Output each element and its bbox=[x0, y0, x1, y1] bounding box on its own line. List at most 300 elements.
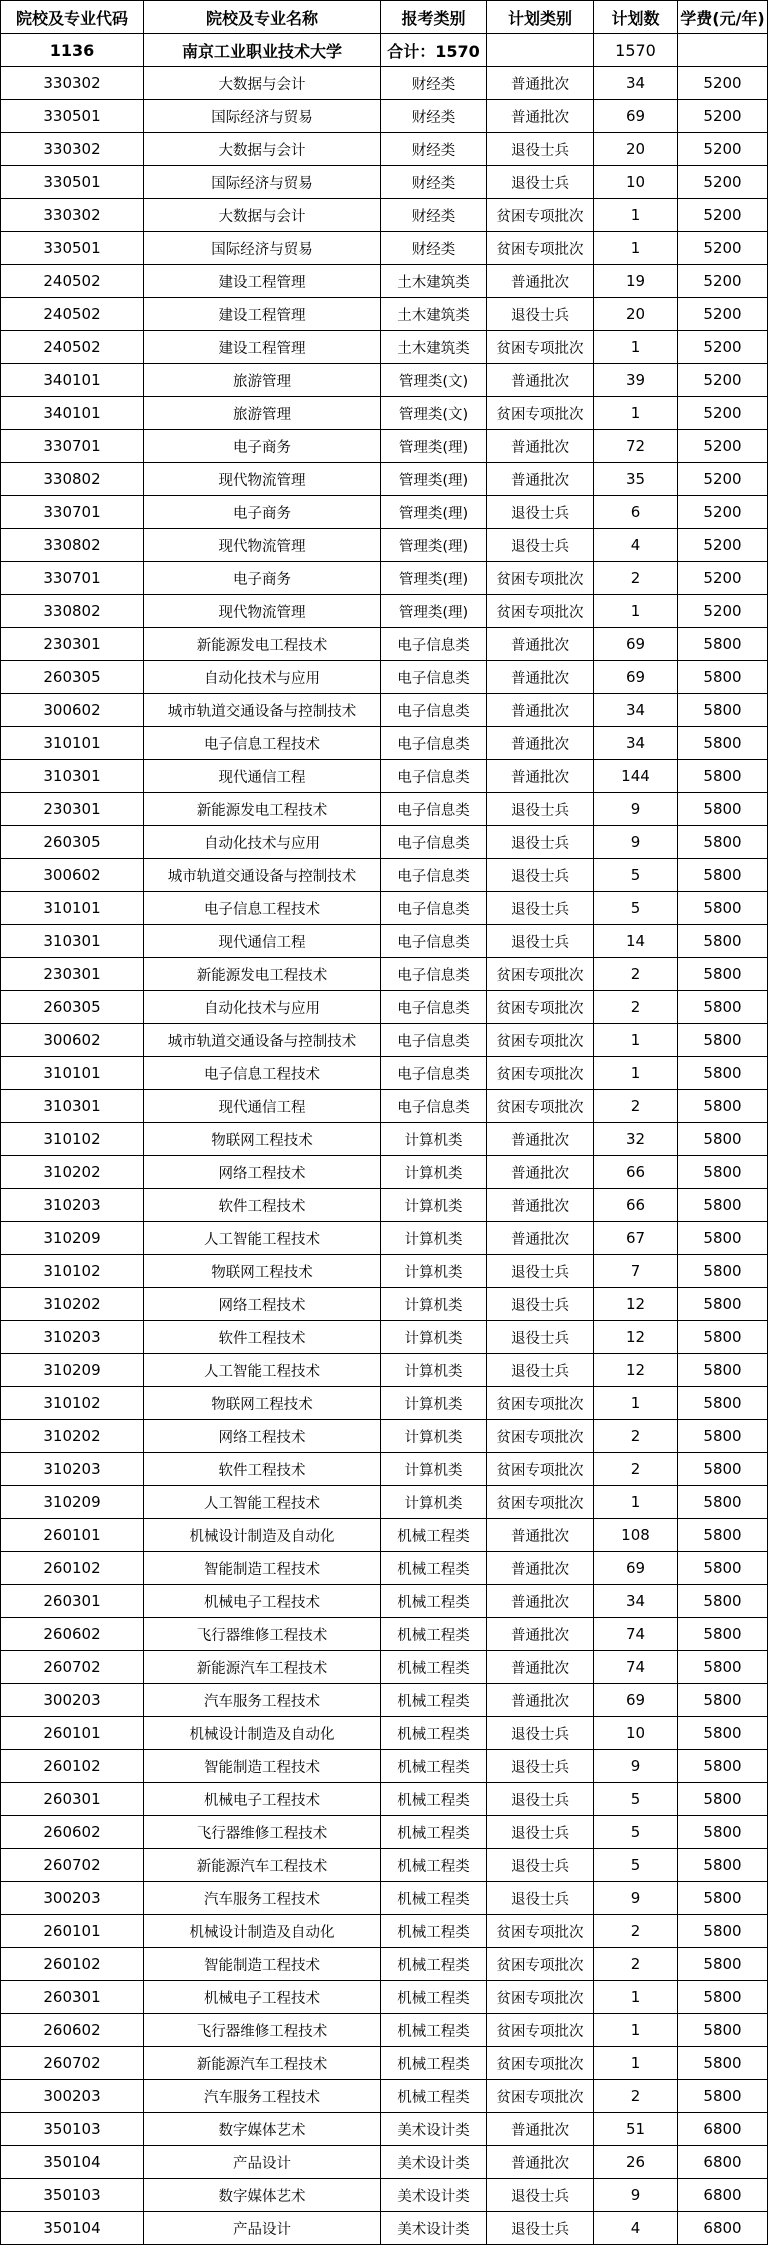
major-code: 300203 bbox=[1, 2080, 144, 2113]
table-row bbox=[1, 727, 768, 760]
exam-type: 计算机类 bbox=[381, 1222, 487, 1255]
table-row bbox=[1, 595, 768, 628]
major-code: 330302 bbox=[1, 133, 144, 166]
major-name: 大数据与会计 bbox=[144, 133, 381, 166]
table-row bbox=[1, 1420, 768, 1453]
major-code: 330302 bbox=[1, 67, 144, 100]
major-name: 国际经济与贸易 bbox=[144, 166, 381, 199]
tuition-fee: 5800 bbox=[678, 991, 768, 1024]
tuition-fee: 5200 bbox=[678, 331, 768, 364]
exam-type: 机械工程类 bbox=[381, 1519, 487, 1552]
table-row bbox=[1, 100, 768, 133]
exam-type: 计算机类 bbox=[381, 1453, 487, 1486]
major-code: 260301 bbox=[1, 1783, 144, 1816]
plan-count: 14 bbox=[594, 925, 678, 958]
major-code: 260101 bbox=[1, 1519, 144, 1552]
exam-type: 电子信息类 bbox=[381, 892, 487, 925]
exam-type: 机械工程类 bbox=[381, 1585, 487, 1618]
plan-count: 144 bbox=[594, 760, 678, 793]
tuition-fee: 5800 bbox=[678, 1090, 768, 1123]
table-row bbox=[1, 1651, 768, 1684]
tuition-fee: 5800 bbox=[678, 1288, 768, 1321]
major-code: 310101 bbox=[1, 892, 144, 925]
exam-type: 电子信息类 bbox=[381, 1057, 487, 1090]
exam-type: 美术设计类 bbox=[381, 2212, 487, 2245]
plan-type: 普通批次 bbox=[487, 1222, 594, 1255]
major-name: 建设工程管理 bbox=[144, 298, 381, 331]
plan-type: 贫困专项批次 bbox=[487, 1024, 594, 1057]
table-row bbox=[1, 2113, 768, 2146]
major-code: 310301 bbox=[1, 760, 144, 793]
table-row bbox=[1, 1750, 768, 1783]
table-row bbox=[1, 529, 768, 562]
plan-count: 1 bbox=[594, 1981, 678, 2014]
table-row bbox=[1, 826, 768, 859]
table-row bbox=[1, 397, 768, 430]
table-row bbox=[1, 67, 768, 100]
tuition-fee: 6800 bbox=[678, 2113, 768, 2146]
plan-count: 2 bbox=[594, 1090, 678, 1123]
major-code: 310203 bbox=[1, 1453, 144, 1486]
major-code: 310101 bbox=[1, 1057, 144, 1090]
plan-count: 5 bbox=[594, 1849, 678, 1882]
major-code: 310202 bbox=[1, 1420, 144, 1453]
table-row bbox=[1, 1387, 768, 1420]
plan-count: 12 bbox=[594, 1354, 678, 1387]
plan-type: 贫困专项批次 bbox=[487, 2047, 594, 2080]
major-name: 智能制造工程技术 bbox=[144, 1552, 381, 1585]
plan-type: 贫困专项批次 bbox=[487, 1486, 594, 1519]
major-code: 300602 bbox=[1, 694, 144, 727]
major-code: 260305 bbox=[1, 826, 144, 859]
major-code: 260702 bbox=[1, 2047, 144, 2080]
plan-count: 12 bbox=[594, 1288, 678, 1321]
tuition-fee: 6800 bbox=[678, 2179, 768, 2212]
plan-count: 4 bbox=[594, 2212, 678, 2245]
plan-type: 退役士兵 bbox=[487, 1255, 594, 1288]
major-code: 330802 bbox=[1, 463, 144, 496]
tuition-fee: 5200 bbox=[678, 595, 768, 628]
plan-type: 退役士兵 bbox=[487, 892, 594, 925]
plan-count: 2 bbox=[594, 2080, 678, 2113]
major-name: 机械电子工程技术 bbox=[144, 1783, 381, 1816]
major-name: 新能源汽车工程技术 bbox=[144, 2047, 381, 2080]
exam-type: 机械工程类 bbox=[381, 1684, 487, 1717]
plan-type: 贫困专项批次 bbox=[487, 595, 594, 628]
major-name: 物联网工程技术 bbox=[144, 1387, 381, 1420]
tuition-fee: 5200 bbox=[678, 133, 768, 166]
plan-count: 32 bbox=[594, 1123, 678, 1156]
major-name: 新能源汽车工程技术 bbox=[144, 1651, 381, 1684]
major-code: 310209 bbox=[1, 1354, 144, 1387]
tuition-fee: 5200 bbox=[678, 232, 768, 265]
tuition-fee: 5200 bbox=[678, 265, 768, 298]
summary-count: 1570 bbox=[594, 34, 678, 67]
plan-type: 普通批次 bbox=[487, 1684, 594, 1717]
table-row bbox=[1, 1585, 768, 1618]
plan-type: 退役士兵 bbox=[487, 2179, 594, 2212]
major-code: 330701 bbox=[1, 430, 144, 463]
plan-type: 普通批次 bbox=[487, 1189, 594, 1222]
major-name: 现代通信工程 bbox=[144, 925, 381, 958]
plan-count: 2 bbox=[594, 1915, 678, 1948]
plan-count: 1 bbox=[594, 1057, 678, 1090]
major-code: 260102 bbox=[1, 1948, 144, 1981]
table-row bbox=[1, 1816, 768, 1849]
header-name: 院校及专业名称 bbox=[144, 1, 381, 34]
tuition-fee: 5800 bbox=[678, 1816, 768, 1849]
plan-type: 普通批次 bbox=[487, 364, 594, 397]
table-row bbox=[1, 1453, 768, 1486]
plan-count: 6 bbox=[594, 496, 678, 529]
exam-type: 机械工程类 bbox=[381, 1618, 487, 1651]
tuition-fee: 5200 bbox=[678, 199, 768, 232]
exam-type: 管理类(理) bbox=[381, 595, 487, 628]
plan-type: 贫困专项批次 bbox=[487, 1420, 594, 1453]
table-row bbox=[1, 1123, 768, 1156]
major-name: 汽车服务工程技术 bbox=[144, 1684, 381, 1717]
plan-type: 普通批次 bbox=[487, 628, 594, 661]
major-code: 310101 bbox=[1, 727, 144, 760]
plan-count: 9 bbox=[594, 1750, 678, 1783]
table-row bbox=[1, 2146, 768, 2179]
major-code: 330501 bbox=[1, 166, 144, 199]
exam-type: 电子信息类 bbox=[381, 1024, 487, 1057]
major-name: 国际经济与贸易 bbox=[144, 100, 381, 133]
table-row bbox=[1, 1189, 768, 1222]
table-row bbox=[1, 892, 768, 925]
summary-fee bbox=[678, 34, 768, 67]
plan-count: 66 bbox=[594, 1189, 678, 1222]
major-code: 260301 bbox=[1, 1981, 144, 2014]
tuition-fee: 5800 bbox=[678, 628, 768, 661]
exam-type: 计算机类 bbox=[381, 1486, 487, 1519]
table-row bbox=[1, 1948, 768, 1981]
major-code: 330302 bbox=[1, 199, 144, 232]
table-row bbox=[1, 958, 768, 991]
major-code: 260602 bbox=[1, 2014, 144, 2047]
table-row bbox=[1, 2047, 768, 2080]
tuition-fee: 5200 bbox=[678, 166, 768, 199]
plan-type: 退役士兵 bbox=[487, 133, 594, 166]
plan-count: 66 bbox=[594, 1156, 678, 1189]
tuition-fee: 5200 bbox=[678, 430, 768, 463]
tuition-fee: 5800 bbox=[678, 1684, 768, 1717]
exam-type: 电子信息类 bbox=[381, 859, 487, 892]
tuition-fee: 5800 bbox=[678, 1123, 768, 1156]
header-code: 院校及专业代码 bbox=[1, 1, 144, 34]
major-code: 310102 bbox=[1, 1387, 144, 1420]
plan-type: 退役士兵 bbox=[487, 859, 594, 892]
table-row bbox=[1, 793, 768, 826]
exam-type: 机械工程类 bbox=[381, 1783, 487, 1816]
tuition-fee: 5800 bbox=[678, 1255, 768, 1288]
plan-count: 69 bbox=[594, 1684, 678, 1717]
plan-type: 退役士兵 bbox=[487, 1783, 594, 1816]
header-row bbox=[1, 1, 768, 34]
plan-type: 普通批次 bbox=[487, 1585, 594, 1618]
exam-type: 财经类 bbox=[381, 100, 487, 133]
exam-type: 美术设计类 bbox=[381, 2113, 487, 2146]
tuition-fee: 5200 bbox=[678, 463, 768, 496]
plan-type: 贫困专项批次 bbox=[487, 397, 594, 430]
table-row bbox=[1, 925, 768, 958]
exam-type: 电子信息类 bbox=[381, 1090, 487, 1123]
plan-count: 1 bbox=[594, 1486, 678, 1519]
table-row bbox=[1, 1486, 768, 1519]
tuition-fee: 5800 bbox=[678, 1783, 768, 1816]
tuition-fee: 5800 bbox=[678, 1717, 768, 1750]
tuition-fee: 5200 bbox=[678, 529, 768, 562]
major-code: 230301 bbox=[1, 793, 144, 826]
tuition-fee: 5800 bbox=[678, 1750, 768, 1783]
major-code: 260101 bbox=[1, 1717, 144, 1750]
plan-type: 普通批次 bbox=[487, 2146, 594, 2179]
plan-count: 20 bbox=[594, 133, 678, 166]
tuition-fee: 5800 bbox=[678, 661, 768, 694]
plan-type: 普通批次 bbox=[487, 67, 594, 100]
major-code: 260301 bbox=[1, 1585, 144, 1618]
table-row bbox=[1, 760, 768, 793]
plan-count: 1 bbox=[594, 1024, 678, 1057]
table-row bbox=[1, 991, 768, 1024]
plan-count: 20 bbox=[594, 298, 678, 331]
major-code: 330802 bbox=[1, 529, 144, 562]
plan-type: 退役士兵 bbox=[487, 1816, 594, 1849]
tuition-fee: 5800 bbox=[678, 1915, 768, 1948]
major-name: 智能制造工程技术 bbox=[144, 1750, 381, 1783]
major-name: 电子商务 bbox=[144, 430, 381, 463]
major-code: 310209 bbox=[1, 1486, 144, 1519]
tuition-fee: 5200 bbox=[678, 364, 768, 397]
plan-count: 39 bbox=[594, 364, 678, 397]
plan-type: 退役士兵 bbox=[487, 1849, 594, 1882]
tuition-fee: 5200 bbox=[678, 562, 768, 595]
plan-count: 69 bbox=[594, 628, 678, 661]
major-name: 自动化技术与应用 bbox=[144, 991, 381, 1024]
major-name: 电子商务 bbox=[144, 562, 381, 595]
plan-type: 退役士兵 bbox=[487, 1750, 594, 1783]
exam-type: 机械工程类 bbox=[381, 1882, 487, 1915]
major-name: 自动化技术与应用 bbox=[144, 661, 381, 694]
major-name: 软件工程技术 bbox=[144, 1321, 381, 1354]
exam-type: 美术设计类 bbox=[381, 2179, 487, 2212]
table-row bbox=[1, 1519, 768, 1552]
exam-type: 财经类 bbox=[381, 232, 487, 265]
exam-type: 机械工程类 bbox=[381, 2014, 487, 2047]
plan-type: 退役士兵 bbox=[487, 529, 594, 562]
exam-type: 土木建筑类 bbox=[381, 331, 487, 364]
tuition-fee: 5800 bbox=[678, 1948, 768, 1981]
plan-type: 贫困专项批次 bbox=[487, 1057, 594, 1090]
plan-count: 69 bbox=[594, 661, 678, 694]
table-row bbox=[1, 1090, 768, 1123]
exam-type: 电子信息类 bbox=[381, 727, 487, 760]
tuition-fee: 5800 bbox=[678, 760, 768, 793]
exam-type: 电子信息类 bbox=[381, 991, 487, 1024]
major-name: 机械设计制造及自动化 bbox=[144, 1915, 381, 1948]
plan-count: 9 bbox=[594, 793, 678, 826]
exam-type: 计算机类 bbox=[381, 1123, 487, 1156]
table-row bbox=[1, 331, 768, 364]
exam-type: 计算机类 bbox=[381, 1288, 487, 1321]
plan-count: 1 bbox=[594, 331, 678, 364]
plan-type: 普通批次 bbox=[487, 694, 594, 727]
plan-type: 退役士兵 bbox=[487, 1354, 594, 1387]
major-name: 新能源发电工程技术 bbox=[144, 958, 381, 991]
plan-type: 贫困专项批次 bbox=[487, 958, 594, 991]
major-name: 机械设计制造及自动化 bbox=[144, 1519, 381, 1552]
table-row bbox=[1, 2014, 768, 2047]
major-name: 旅游管理 bbox=[144, 364, 381, 397]
table-row bbox=[1, 1618, 768, 1651]
exam-type: 美术设计类 bbox=[381, 2146, 487, 2179]
tuition-fee: 5800 bbox=[678, 1321, 768, 1354]
tuition-fee: 5800 bbox=[678, 1552, 768, 1585]
exam-type: 计算机类 bbox=[381, 1255, 487, 1288]
table-row bbox=[1, 1783, 768, 1816]
school-name: 南京工业职业技术大学 bbox=[144, 34, 381, 67]
tuition-fee: 5800 bbox=[678, 1387, 768, 1420]
table-row bbox=[1, 1321, 768, 1354]
header-plan-type: 计划类别 bbox=[487, 1, 594, 34]
major-name: 飞行器维修工程技术 bbox=[144, 1816, 381, 1849]
exam-type: 管理类(理) bbox=[381, 529, 487, 562]
major-code: 340101 bbox=[1, 397, 144, 430]
table-row bbox=[1, 430, 768, 463]
exam-type: 管理类(理) bbox=[381, 562, 487, 595]
table-row bbox=[1, 1915, 768, 1948]
plan-count: 5 bbox=[594, 859, 678, 892]
header-count: 计划数 bbox=[594, 1, 678, 34]
plan-type: 贫困专项批次 bbox=[487, 1948, 594, 1981]
major-code: 240502 bbox=[1, 265, 144, 298]
major-name: 现代物流管理 bbox=[144, 595, 381, 628]
major-name: 现代通信工程 bbox=[144, 1090, 381, 1123]
table-row bbox=[1, 2212, 768, 2245]
plan-type: 普通批次 bbox=[487, 1618, 594, 1651]
plan-count: 69 bbox=[594, 1552, 678, 1585]
table-row bbox=[1, 859, 768, 892]
tuition-fee: 5800 bbox=[678, 1156, 768, 1189]
header-exam-type: 报考类别 bbox=[381, 1, 487, 34]
major-name: 国际经济与贸易 bbox=[144, 232, 381, 265]
plan-count: 1 bbox=[594, 232, 678, 265]
major-name: 新能源发电工程技术 bbox=[144, 793, 381, 826]
major-name: 飞行器维修工程技术 bbox=[144, 2014, 381, 2047]
table-row bbox=[1, 1882, 768, 1915]
exam-type: 管理类(文) bbox=[381, 364, 487, 397]
plan-type: 贫困专项批次 bbox=[487, 1915, 594, 1948]
major-code: 350103 bbox=[1, 2179, 144, 2212]
table-row bbox=[1, 562, 768, 595]
tuition-fee: 5800 bbox=[678, 2014, 768, 2047]
major-name: 电子信息工程技术 bbox=[144, 892, 381, 925]
major-code: 330701 bbox=[1, 496, 144, 529]
major-name: 网络工程技术 bbox=[144, 1156, 381, 1189]
exam-type: 财经类 bbox=[381, 133, 487, 166]
major-name: 新能源汽车工程技术 bbox=[144, 1849, 381, 1882]
plan-type: 普通批次 bbox=[487, 760, 594, 793]
exam-type: 计算机类 bbox=[381, 1354, 487, 1387]
plan-count: 35 bbox=[594, 463, 678, 496]
exam-type: 机械工程类 bbox=[381, 2080, 487, 2113]
major-name: 智能制造工程技术 bbox=[144, 1948, 381, 1981]
major-name: 网络工程技术 bbox=[144, 1288, 381, 1321]
exam-type: 计算机类 bbox=[381, 1321, 487, 1354]
plan-type: 贫困专项批次 bbox=[487, 2080, 594, 2113]
plan-count: 9 bbox=[594, 2179, 678, 2212]
major-name: 电子商务 bbox=[144, 496, 381, 529]
plan-type: 普通批次 bbox=[487, 661, 594, 694]
plan-count: 69 bbox=[594, 100, 678, 133]
tuition-fee: 5800 bbox=[678, 892, 768, 925]
major-code: 340101 bbox=[1, 364, 144, 397]
exam-type: 计算机类 bbox=[381, 1156, 487, 1189]
major-code: 260602 bbox=[1, 1816, 144, 1849]
plan-type: 贫困专项批次 bbox=[487, 1981, 594, 2014]
major-code: 260101 bbox=[1, 1915, 144, 1948]
tuition-fee: 6800 bbox=[678, 2146, 768, 2179]
major-name: 汽车服务工程技术 bbox=[144, 2080, 381, 2113]
plan-type: 退役士兵 bbox=[487, 1321, 594, 1354]
plan-type: 退役士兵 bbox=[487, 925, 594, 958]
table-row bbox=[1, 1156, 768, 1189]
plan-count: 10 bbox=[594, 1717, 678, 1750]
plan-type: 普通批次 bbox=[487, 463, 594, 496]
major-code: 330701 bbox=[1, 562, 144, 595]
plan-type: 普通批次 bbox=[487, 1552, 594, 1585]
major-code: 240502 bbox=[1, 298, 144, 331]
tuition-fee: 5800 bbox=[678, 2080, 768, 2113]
exam-type: 机械工程类 bbox=[381, 1849, 487, 1882]
exam-type: 管理类(理) bbox=[381, 430, 487, 463]
exam-type: 管理类(文) bbox=[381, 397, 487, 430]
plan-type: 贫困专项批次 bbox=[487, 199, 594, 232]
major-name: 软件工程技术 bbox=[144, 1453, 381, 1486]
exam-type: 管理类(理) bbox=[381, 463, 487, 496]
exam-type: 财经类 bbox=[381, 166, 487, 199]
major-code: 310301 bbox=[1, 925, 144, 958]
major-code: 330802 bbox=[1, 595, 144, 628]
tuition-fee: 5800 bbox=[678, 826, 768, 859]
major-code: 300203 bbox=[1, 1882, 144, 1915]
major-code: 310102 bbox=[1, 1255, 144, 1288]
exam-type: 电子信息类 bbox=[381, 628, 487, 661]
major-name: 网络工程技术 bbox=[144, 1420, 381, 1453]
school-total: 合计：1570 bbox=[381, 34, 487, 67]
major-code: 300602 bbox=[1, 859, 144, 892]
plan-count: 9 bbox=[594, 1882, 678, 1915]
plan-type: 普通批次 bbox=[487, 2113, 594, 2146]
plan-count: 34 bbox=[594, 1585, 678, 1618]
plan-count: 12 bbox=[594, 1321, 678, 1354]
major-name: 物联网工程技术 bbox=[144, 1123, 381, 1156]
tuition-fee: 6800 bbox=[678, 2212, 768, 2245]
plan-type: 退役士兵 bbox=[487, 1882, 594, 1915]
major-code: 350104 bbox=[1, 2146, 144, 2179]
exam-type: 机械工程类 bbox=[381, 2047, 487, 2080]
major-name: 城市轨道交通设备与控制技术 bbox=[144, 694, 381, 727]
tuition-fee: 5800 bbox=[678, 694, 768, 727]
major-name: 人工智能工程技术 bbox=[144, 1486, 381, 1519]
tuition-fee: 5800 bbox=[678, 958, 768, 991]
plan-type: 退役士兵 bbox=[487, 166, 594, 199]
major-name: 旅游管理 bbox=[144, 397, 381, 430]
table-row bbox=[1, 496, 768, 529]
major-code: 260702 bbox=[1, 1849, 144, 1882]
plan-count: 19 bbox=[594, 265, 678, 298]
